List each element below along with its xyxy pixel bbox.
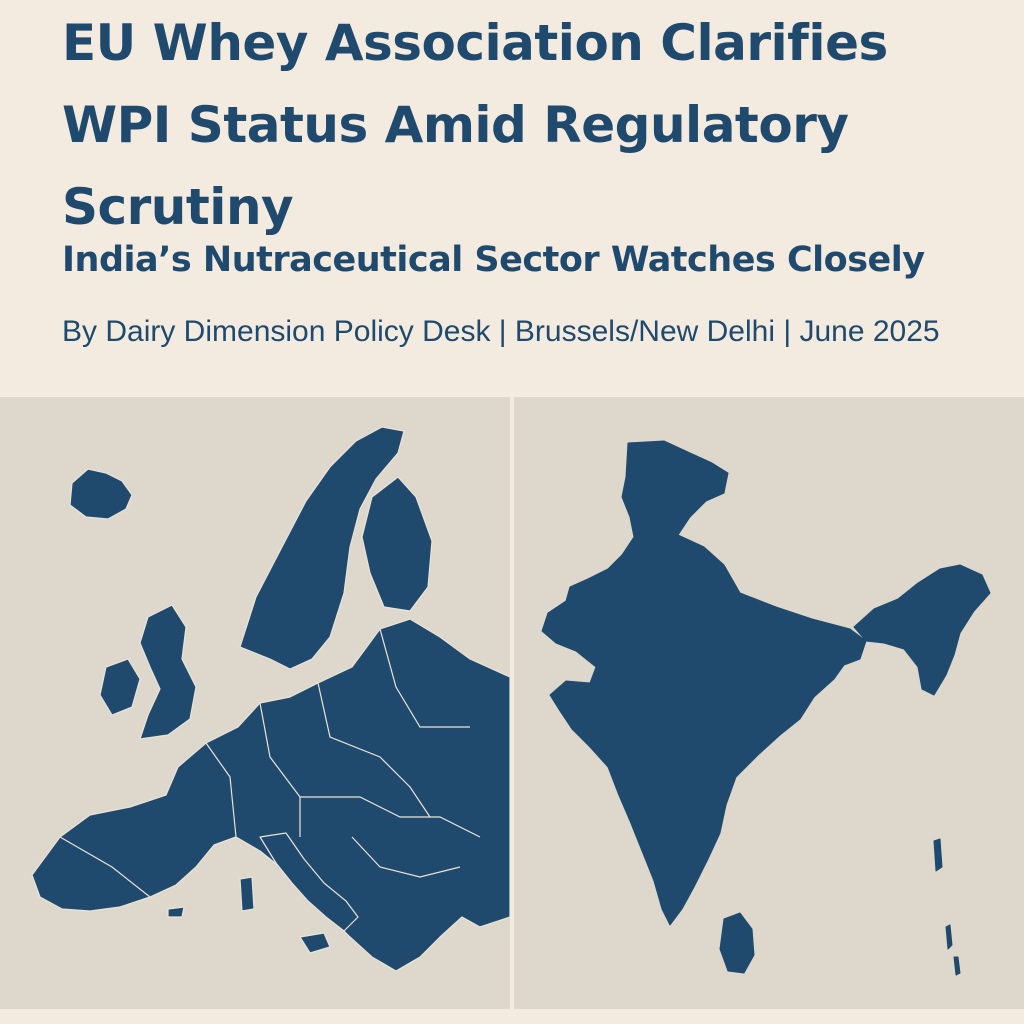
byline: By Dairy Dimension Policy Desk | Brussels/New Delhi | June 2025 <box>62 315 940 348</box>
footer-strip <box>0 1009 1024 1024</box>
maps-illustration <box>0 397 1024 1009</box>
nicobar-islands-shape-2 <box>954 957 960 975</box>
india-map <box>514 397 1024 1009</box>
europe-map <box>0 397 510 1009</box>
andaman-islands-shape <box>934 839 942 871</box>
nicobar-islands-shape <box>946 925 952 949</box>
sardinia-shape <box>240 877 254 911</box>
ireland-shape <box>100 659 140 715</box>
continental-europe-shape <box>32 619 510 971</box>
subheadline: India’s Nutraceutical Sector Watches Closely <box>62 240 925 280</box>
india-mainland-shape <box>542 441 866 925</box>
europe-map-panel <box>0 397 510 1009</box>
balearic-shape <box>168 907 184 917</box>
finland-shape <box>362 477 432 611</box>
headline: EU Whey Association Clarifies WPI Status Amid Regulatory Scrutiny <box>62 14 888 236</box>
northeast-india-shape <box>854 565 990 695</box>
india-map-panel <box>514 397 1024 1009</box>
article-header <box>62 0 1002 348</box>
sri-lanka-shape <box>720 913 754 973</box>
iceland-shape <box>70 469 132 519</box>
sicily-shape <box>300 933 330 953</box>
great-britain-shape <box>140 605 196 739</box>
